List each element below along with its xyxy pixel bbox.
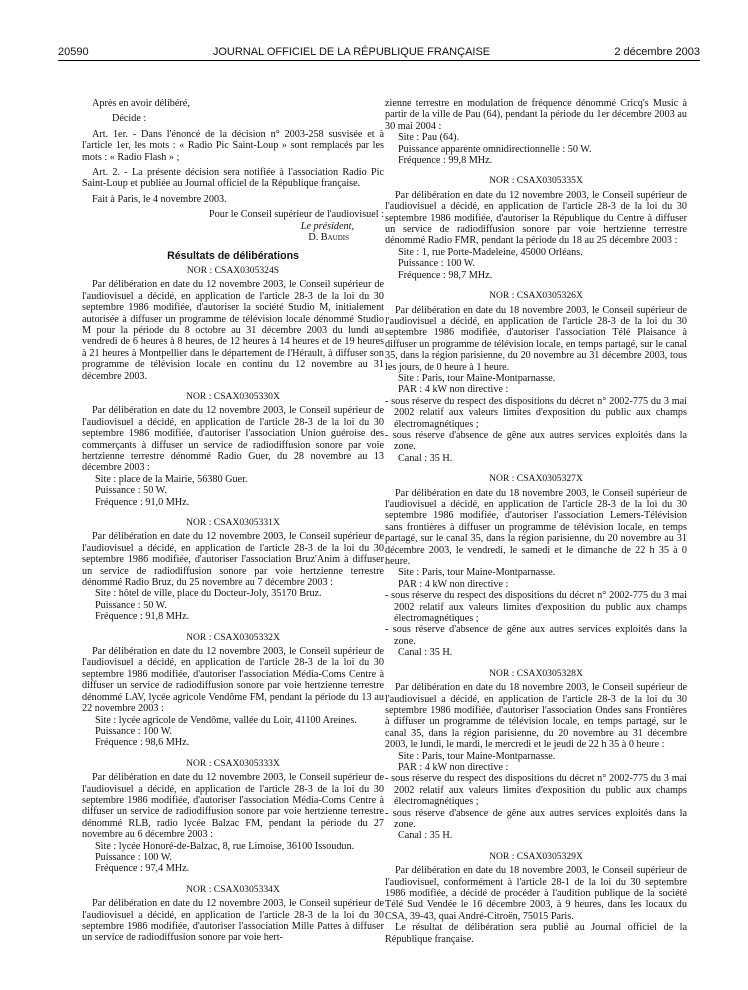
channel-line: Canal : 35 H. — [398, 830, 453, 842]
signature-place-date: Fait à Paris, le 4 novembre 2003. — [92, 193, 227, 205]
condition-item: - sous réserve d'absence de gêne aux autres services exploités dans la zone. — [385, 807, 687, 830]
nor-reference: NOR : CSAX0305326X — [489, 290, 583, 302]
site-line: Site : Paris, tour Maine-Montparnasse. — [398, 750, 556, 762]
condition-item: - sous réserve d'absence de gêne aux autres services exploités dans la zone. — [385, 624, 687, 647]
power-line: Puissance : 100 W. — [95, 851, 172, 863]
site-line: Site : lycée Honoré-de-Balzac, 8, rue Limoise, 36100 Issoudun. — [95, 840, 355, 852]
deliberation-paragraph: Par délibération en date du 18 novembre 2003, le Conseil supérieur de l'audiovisuel, conformément à l'article 28-1 de la loi du 30 septembre 1986 modifiée, a décidé de procéder à l'audition publique de la société Télé Sud Vendée le 16 décembre 2003, à 9 heures, dans les locaux du CSA, 39-43, quai André-Citroën, 75015 Paris. — [385, 865, 687, 922]
nor-reference: NOR : CSAX0305335X — [489, 175, 583, 187]
condition-item: - sous réserve du respect des dispositions du décret n° 2002-775 du 3 mai 2002 relatif aux valeurs limites d'exposition du public aux champs électromagnétiques ; — [385, 395, 687, 430]
deliberation-paragraph: Par délibération en date du 18 novembre 2003, le Conseil supérieur de l'audiovisuel a décidé, en application de l'article 28-3 de la loi du 30 septembre 1986 modifiée, d'autoriser l'association Télé Plaisance à diffuser un programme de télévision locale, en temps partagé, sur le canal 35, dans la région parisienne, du 20 novembre au 31 décembre 2003, tous les jours, de 0 heure à 1 heure. — [385, 304, 687, 373]
article-2: Art. 2. - La présente décision sera notifiée à l'association Radio Pic Saint-Loup et publiée au Journal officiel de la République française. — [82, 167, 384, 190]
signature-name: D. Baudis — [308, 232, 349, 244]
deliberation-paragraph: Par délibération en date du 12 novembre 2003, le Conseil supérieur de l'audiovisuel a décidé, en application de l'article 28-3 de la loi du 30 septembre 1986 modifiée, d'autoriser l'association Média-Coms Centre à diffuser un service de radiodiffusion sonore par voie hertzienne terrestre dénommé LAV, lycée agricole Vendôme FM, pendant la période du 13 au 22 novembre 2003 : — [82, 646, 384, 715]
deliberation-paragraph: Par délibération en date du 12 novembre 2003, le Conseil supérieur de l'audiovisuel a décidé, en application de l'article 28-3 de la loi du 30 septembre 1986 modifiée, d'autoriser la République du Centre à diffuser un service de radiodiffusion sonore par voie hertzienne terrestre dénommé Radio FMR, pendant la période du 18 au 25 décembre 2003 : — [385, 189, 687, 247]
power-line: Puissance : 100 W. — [95, 725, 172, 737]
par-line: PAR : 4 kW non directive : — [398, 761, 509, 773]
site-line: Site : lycée agricole de Vendôme, vallée du Loir, 41100 Areines. — [95, 714, 357, 726]
par-line: PAR : 4 kW non directive : — [398, 384, 509, 396]
nor-reference: NOR : CSAX0305334X — [186, 883, 280, 895]
section-title: Résultats de délibérations — [167, 250, 299, 263]
signature-title: Le président, — [300, 220, 354, 232]
deliberation-paragraph: Par délibération en date du 12 novembre 2003, le Conseil supérieur de l'audiovisuel a décidé, en application de l'article 28-3 de la loi du 30 septembre 1986 modifiée, d'autoriser l'association Média-Coms Centre à diffuser un service de radiodiffusion sonore par voie hertzienne terrestre dénommé RLB, radio lycée Balzac FM, pendant la période du 27 novembre au 6 décembre 2003 : — [82, 772, 384, 841]
condition-item: - sous réserve d'absence de gêne aux autres services exploités dans la zone. — [385, 429, 687, 453]
page-number: 20590 — [58, 46, 89, 58]
par-line: PAR : 4 kW non directive : — [398, 578, 509, 590]
issue-date: 2 décembre 2003 — [614, 46, 700, 58]
frequency-line: Fréquence : 91,0 MHz. — [95, 496, 190, 508]
nor-reference: NOR : CSAX0305332X — [186, 631, 280, 643]
channel-line: Canal : 35 H. — [398, 452, 453, 464]
site-line: Site : place de la Mairie, 56380 Guer. — [95, 473, 248, 485]
frequency-line: Fréquence : 97,4 MHz. — [95, 863, 190, 875]
nor-reference: NOR : CSAX0305329X — [489, 850, 583, 862]
site-line: Site : Pau (64). — [398, 132, 460, 144]
article-1: Art. 1er. - Dans l'énoncé de la décision n° 2003-258 susvisée et à l'article 1er, les mots : « Radio Pic Saint-Loup » sont remplacés par les mots : « Radio Flash » ; — [82, 128, 384, 163]
condition-item: - sous réserve du respect des dispositions du décret n° 2002-775 du 3 mai 2002 relatif aux valeurs limites d'exposition du public aux champs électromagnétiques ; — [385, 773, 687, 808]
nor-reference: NOR : CSAX0305327X — [489, 473, 583, 485]
frequency-line: Fréquence : 98,6 MHz. — [95, 737, 190, 749]
paragraph: Après en avoir délibéré, — [92, 98, 190, 109]
deliberation-paragraph: Par délibération en date du 12 novembre 2003, le Conseil supérieur de l'audiovisuel a décidé, en application de l'article 28-3 de la loi du 30 septembre 1986 modifiée, d'autoriser l'association Mille Pattes à diffuser un service de radiodiffusion sonore par voie hert- — [82, 898, 384, 944]
right-column — [385, 98, 687, 945]
site-line: Site : 1, rue Porte-Madeleine, 45000 Orléans. — [398, 246, 583, 258]
signature-authority: Pour le Conseil supérieur de l'audiovisuel : — [209, 209, 384, 221]
condition-item: - sous réserve du respect des dispositions du décret n° 2002-775 du 3 mai 2002 relatif aux valeurs limites d'exposition du public aux champs électromagnétiques ; — [385, 590, 687, 625]
nor-reference: NOR : CSAX0305330X — [186, 390, 280, 402]
nor-reference: NOR : CSAX0305328X — [489, 667, 583, 679]
frequency-line: Fréquence : 98,7 MHz. — [398, 269, 493, 281]
header-rule — [58, 60, 700, 61]
deliberation-paragraph: Par délibération en date du 12 novembre 2003, le Conseil supérieur de l'audiovisuel a décidé, en application de l'article 28-3 de la loi du 30 septembre 1986 modifiée, d'autoriser l'association Union guéroise des commerçants à diffuser un service de radiodiffusion sonore par voie hertzienne terrestre dénommé Radio Guer, du 28 novembre au 13 décembre 2003 : — [82, 405, 384, 474]
nor-reference: NOR : CSAX0305324S — [186, 264, 280, 276]
channel-line: Canal : 35 H. — [398, 647, 453, 659]
site-line: Site : Paris, tour Maine-Montparnasse. — [398, 567, 556, 579]
deliberation-paragraph: Par délibération en date du 18 novembre 2003, le Conseil supérieur de l'audiovisuel a décidé, en application de l'article 28-3 de la loi du 30 septembre 1986 modifiée, d'autoriser l'association Ondes sans Frontières à diffuser un programme de télévision locale, en temps partagé, sur le canal 35, dans la région parisienne, du 20 novembre au 31 décembre 2003, le lundi, le mardi, le mercredi et le jeudi de 22 h 35 à 0 heure : — [385, 682, 687, 751]
power-line: Puissance : 50 W. — [95, 485, 167, 497]
power-line: Puissance : 100 W. — [398, 258, 475, 270]
journal-title: JOURNAL OFFICIEL DE LA RÉPUBLIQUE FRANÇAISE — [212, 46, 491, 58]
page-header — [58, 46, 700, 58]
left-column — [82, 98, 384, 944]
power-line: Puissance : 50 W. — [95, 599, 167, 611]
deliberation-paragraph: Par délibération en date du 12 novembre 2003, le Conseil supérieur de l'audiovisuel a décidé, en application de l'article 28-3 de la loi du 30 septembre 1986 modifiée, d'autoriser la société Studio M, initialement autorisée à diffuser un programme de télévision locale dénommé Studio M pour la période du 8 octobre au 31 décembre 2003 du lundi au vendredi de 6 heures à 8 heures, de 12 heures à 14 heures et de 19 heures à 21 heures à Montpellier dans le département de l'Hérault, à diffuser son programme de télévision locale en continu du 12 novembre au 31 décembre 2003. — [82, 279, 384, 382]
site-line: Site : Paris, tour Maine-Montparnasse. — [398, 372, 556, 384]
nor-reference: NOR : CSAX0305333X — [186, 757, 280, 769]
paragraph: Décide : — [112, 113, 147, 125]
deliberation-continuation: zienne terrestre en modulation de fréquence dénommé Cricq's Music à partir de la ville de Pau (64), pendant la période du 1er décembre 2003 au 30 mai 2004 : — [385, 98, 687, 132]
deliberation-paragraph: Par délibération en date du 18 novembre 2003, le Conseil supérieur de l'audiovisuel a décidé, en application de l'article 28-3 de la loi du 30 septembre 1986 modifiée, d'autoriser l'association Lemers-Télévision sans frontières à diffuser un programme de télévision locale, en temps partagé, sur le canal 35, dans la région parisienne, du 20 novembre au 31 décembre 2003, le vendredi, le samedi et le dimanche de 22 h 35 à 0 heure. — [385, 487, 687, 568]
deliberation-paragraph: Par délibération en date du 12 novembre 2003, le Conseil supérieur de l'audiovisuel a décidé, en application de l'article 28-3 de la loi du 30 septembre 1986 modifiée, d'autoriser l'association Bruz'Anim à diffuser un service de radiodiffusion sonore par voie hertzienne terrestre dénommé Radio Bruz, du 25 novembre au 7 décembre 2003 : — [82, 531, 384, 589]
site-line: Site : hôtel de ville, place du Docteur-Joly, 35170 Bruz. — [95, 588, 322, 600]
closing-paragraph: Le résultat de délibération sera publié au Journal officiel de la République française. — [385, 922, 687, 945]
frequency-line: Fréquence : 91,8 MHz. — [95, 611, 190, 623]
nor-reference: NOR : CSAX0305331X — [186, 517, 280, 528]
power-line: Puissance apparente omnidirectionnelle : 50 W. — [398, 143, 592, 155]
frequency-line: Fréquence : 99,8 MHz. — [398, 155, 493, 167]
